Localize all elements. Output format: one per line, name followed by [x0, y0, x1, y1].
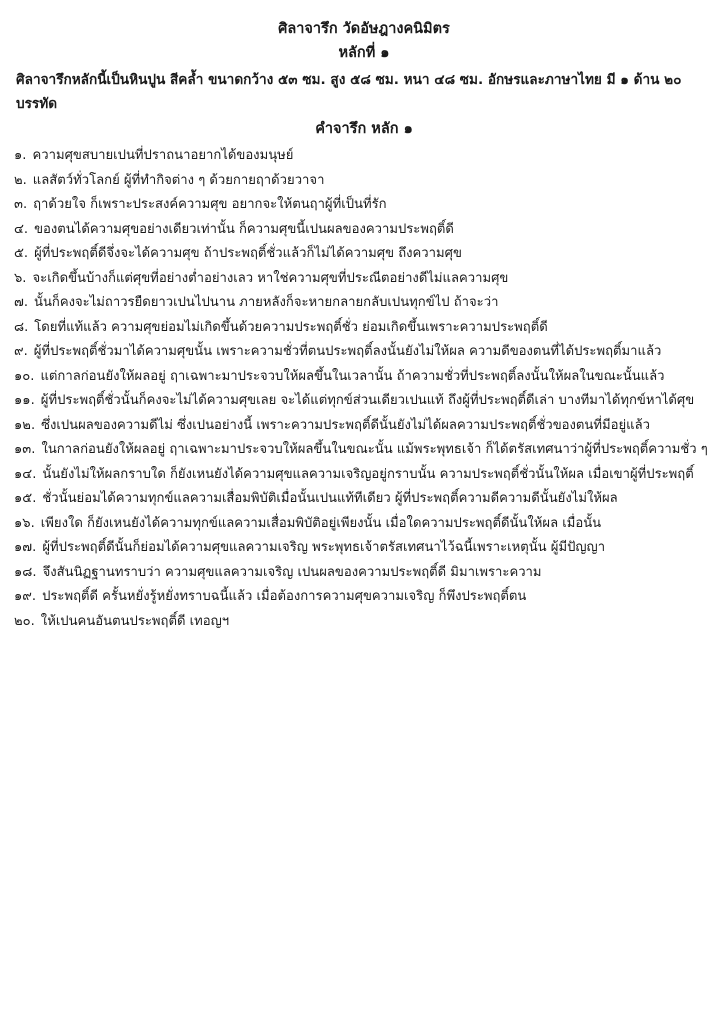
inscription-line: [14, 218, 714, 243]
inscription-line: [14, 291, 714, 316]
line-text: ผู้ที่ประพฤติ์ดีจึ่งจะได้ความศุข ถ้าประพฤติ์ชั่วแล้วก็ไม่ได้ความศุข ถึงความศุข: [34, 246, 462, 261]
line-text: นั้นยังไม่ให้ผลกราบใด ก็ยังเหนยังได้ความศุขแลความเจริญอยู่กราบนั้น ความประพฤติ์ชั่วนั้นให้ผล เมื่อเขาผู้ที่ประพฤติ์: [42, 466, 694, 482]
inscription-line: [14, 267, 714, 292]
line-text: ฤาด้วยใจ ก็เพราะประสงค์ความศุข อยากจะให้ตนฤาผู้ที่เป็นที่รัก: [33, 197, 387, 212]
line-number: ๑๘.: [14, 564, 37, 580]
document-subtitle: หลักที่ ๑: [338, 45, 390, 61]
line-text: จะเกิดขึ้นบ้างก็แต่ศุขที่อย่างต่ำอย่างเลว หาใช่ความศุขที่ประณีตอย่างดีไม่แลความศุข: [32, 270, 509, 286]
inscription-line: [14, 193, 714, 218]
inscription-line: [14, 389, 714, 414]
line-text: แต่กาลก่อนยังให้ผลอยู่ ฤาเฉพาะมาประจวบให้ผลขึ้นในเวลานั้น ถ้าความชั่วที่ประพฤติ์ลงนั้นให้ผลในขณะนั้นแล้ว: [40, 368, 665, 384]
line-number: ๓.: [14, 197, 28, 212]
inscription-line: [14, 144, 714, 169]
line-number: ๕.: [14, 246, 29, 261]
line-text: ผู้ที่ประพฤติ์ชั่วมาได้ความศุขนั้น เพราะความชั่วที่ตนประพฤติ์ลงนั้นยังไม่ให้ผล ความดีของตนที่ได้ประพฤติ์มาแล้ว: [33, 344, 662, 359]
line-number: ๙.: [14, 344, 28, 359]
line-number: ๑.: [14, 148, 27, 163]
inscription-line: [14, 316, 714, 341]
line-number: ๑๔.: [14, 466, 37, 482]
line-text: แลสัตว์ทั่วโลกย์ ผู้ที่ทำกิจต่าง ๆ ด้วยกายฤาด้วยวาจา: [32, 172, 325, 188]
line-text: ชั่วนั้นย่อมได้ความทุกข์แลความเสื่อมพิบัติเมื่อนั้นเปนแท้ทีเดียว ผู้ที่ประพฤติ์ความดีความดีนั้นยังไม่ให้ผล: [42, 491, 618, 506]
line-number: ๑๕.: [14, 491, 37, 506]
line-text: นั้นก็คงจะไม่ถาวรยืดยาวเปนไปนาน ภายหลังก็จะหายกลายกลับเปนทุกข์ไป ถ้าจะว่า: [34, 295, 499, 310]
inscription-line: [14, 463, 714, 488]
line-text: เพียงใด ก็ยังเหนยังได้ความทุกข์แลความเสื่อมพิบัติอยู่เพียงนั้น เมื่อใดความประพฤติ์ดีนั้นให้ผล เมื่อนั้น: [40, 515, 602, 531]
inscription-line: [14, 242, 714, 267]
line-text: ให้เปนคนอันตนประพฤติ์ดี เทอญฯ: [40, 613, 230, 629]
inscription-line: [14, 414, 714, 439]
line-number: ๑๙.: [14, 589, 37, 604]
line-number: ๑๗.: [14, 540, 37, 555]
line-text: โดยที่แท้แล้ว ความศุขย่อมไม่เกิดขึ้นด้วยความประพฤติ์ชั่ว ย่อมเกิดขึ้นเพราะความประพฤติ์ดี: [34, 319, 548, 335]
inscription-line: [14, 487, 714, 512]
inscription-line: [14, 340, 714, 365]
line-number: ๑๖.: [14, 515, 35, 531]
inscription-line: [14, 536, 714, 561]
line-text: ประพฤติ์ดี ครั้นหยั่งรู้หยั่งทราบฉนี้แล้ว เมื่อต้องการความศุขความเจริญ ก็พึงประพฤติ์ตน: [42, 589, 527, 604]
line-number: ๔.: [14, 221, 29, 237]
line-number: ๑๓.: [14, 442, 36, 457]
line-number: ๖.: [14, 270, 27, 286]
line-number: ๑๐.: [14, 368, 35, 384]
line-text: ผู้ที่ประพฤติ์ดีนั้นก็ย่อมได้ความศุขแลความเจริญ พระพุทธเจ้าตรัสเทศนาไว้ฉนี้เพราะเหตุนั้น ผู้มีปัญญา: [42, 540, 606, 555]
line-text: ผู้ที่ประพฤติ์ชั่วนั้นก็คงจะไม่ได้ความศุขเลย จะได้แต่ทุกข์ส่วนเดียวเปนแท้ ถึงผู้ที่ประพฤติ์ดีเล่า บางทีมาได้ทุกข์หาได้ศุข: [40, 393, 695, 408]
document-title: ศิลาจารึก วัดอัษฎางคนิมิตร: [278, 21, 450, 37]
line-text: ในกาลก่อนยังให้ผลอยู่ ฤาเฉพาะมาประจวบให้ผลขึ้นในขณะนั้น แม้พระพุทธเจ้า ก็ได้ตรัสเทศนาว่าผู้ที่ประพฤติ์ความชั่ว ๆ: [41, 442, 708, 457]
inscription-line: [14, 169, 714, 194]
section-heading: คำจารึก หลัก ๑: [315, 121, 413, 137]
inscription-line: [14, 610, 714, 635]
line-number: ๒.: [14, 172, 27, 188]
inscription-line: [14, 438, 714, 463]
line-number: ๑๒.: [14, 417, 36, 433]
document-content: [14, 18, 714, 634]
inscription-line: [14, 585, 714, 610]
line-number: ๗.: [14, 295, 29, 310]
inscription-line: [14, 365, 714, 390]
line-number: ๘.: [14, 319, 29, 335]
inscription-lines: [14, 144, 714, 634]
line-number: ๑๑.: [14, 393, 35, 408]
line-number: ๒๐.: [14, 613, 35, 629]
inscription-line: [14, 512, 714, 537]
line-text: ซึ่งเปนผลของความดีไม่ ซึ่งเปนอย่างนี้ เพราะความประพฤติ์ดีนั้นยังไม่ได้ผลความประพฤติ์ชั่วของตนที่มีอยู่แล้ว: [41, 417, 651, 433]
document-intro: ศิลาจารึกหลักนี้เป็นหินปูน สีคล้ำ ขนาดกว้าง ๕๓ ซม. สูง ๕๘ ซม. หนา ๔๘ ซม. อักษรและภาษาไทย มี ๑ ด้าน ๒๐ บรรทัด: [16, 72, 682, 112]
line-text: ความศุขสบายเปนที่ปราถนาอยากได้ของมนุษย์: [32, 148, 294, 163]
line-text: ของตนได้ความศุขอย่างเดียวเท่านั้น ก็ความศุขนี้เปนผลของความประพฤติ์ดี: [34, 221, 454, 237]
inscription-line: [14, 561, 714, 586]
line-text: จึงสันนิฏฐานทราบว่า ความศุขแลความเจริญ เปนผลของความประพฤติ์ดี มิมาเพราะความ: [42, 564, 542, 580]
